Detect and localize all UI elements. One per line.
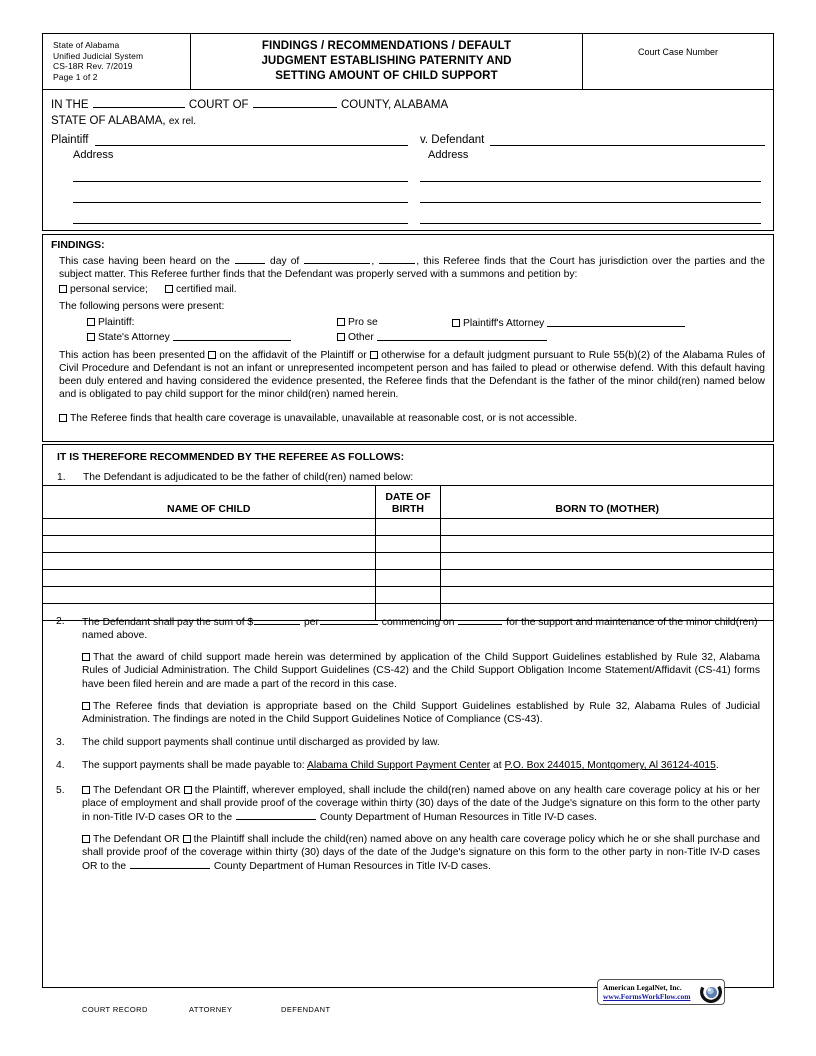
recommendation-item-4 [42,759,774,772]
county-dhr-blank-2[interactable] [130,859,210,869]
court-of-label: COURT OF [188,98,249,111]
defendant-or-label-2: The Defendant OR [93,833,180,845]
item-2-guidelines-option [82,651,760,691]
form-title-line3: SETTING AMOUNT OF CHILD SUPPORT [275,70,498,82]
support-amount-blank[interactable] [254,615,300,625]
ex-rel-label: ex rel. [168,115,197,127]
personal-service-label: personal service; [70,284,148,296]
persons-present-intro: The following persons were present: [59,300,225,312]
checkbox-defendant-purchased-coverage[interactable] [82,835,90,843]
state-ex-rel-line [51,115,765,127]
court-case-number-label: Court Case Number [637,47,719,57]
column-header-name-of-child: NAME OF CHILD [43,486,376,519]
label-defendant: DEFENDANT [281,1005,331,1014]
item-2-prefix: The Defendant shall pay the sum of $ [82,616,254,628]
defendant-address-label: Address [428,148,469,161]
checkbox-other-present[interactable] [337,333,345,341]
default-paragraph-tail: otherwise for a default judgment pursuant to Rule 55(b)(2) of the Alabama Rules of Civil Procedure and Defendant is not an infant or unrepresented incompetent person and has failed to plead or otherwise defend. With this default having been duly entered and having considered the evidence presented, the Referee finds that the Defendant is the father of the minor child(ren) named below and is obligated to pay child support for the minor child(ren) named herein. [59,349,765,401]
hearing-paragraph-tail: , this Referee finds that the Court has jurisdiction over the parties and the subject matter. This Referee further finds that the Defendant was properly served with a summons and petition by: [59,255,765,281]
employer-coverage-text: the Plaintiff, wherever employed, shall include the child(ren) named above on any health care coverage policy at his or her place of employment and shall provide proof of the coverage within thirty (30) days of the date of the Judge's signature on this form to the other party in non-Title IV-D cases OR to the [82,784,760,823]
cell-child-name[interactable] [43,553,376,570]
plaintiff-address-label: Address [73,148,114,161]
employer-coverage-tail: County Department of Human Resources in Title IV-D cases. [319,811,597,823]
default-judgment-paragraph [59,349,765,402]
table-row[interactable] [43,570,774,587]
commencement-date-blank[interactable] [458,615,502,625]
deviation-label: The Referee finds that deviation is appropriate based on the Child Support Guidelines established by Rule 32, Alabama Rules of Judicial Administration. The findings are noted in the Child Support Guidelines Notice of Compliance (CS-43). [82,700,760,725]
table-row[interactable] [43,536,774,553]
default-paragraph-prefix: This action has been presented [59,349,205,361]
item-5-employer-coverage-option [82,784,760,824]
dob-header-line2: BIRTH [391,502,425,515]
hearing-year-blank[interactable] [379,254,415,264]
plaintiff-address-line-3[interactable] [73,203,408,224]
defendant-column [408,132,765,224]
pro-se-label: Pro se [348,316,378,328]
plaintiff-address-line-2[interactable] [73,182,408,203]
county-dhr-blank-1[interactable] [236,810,316,820]
plaintiff-column [51,132,408,224]
column-header-born-to-mother: BORN TO (MOTHER) [441,486,774,519]
recommendation-item-3 [42,736,774,749]
cell-date-of-birth[interactable] [375,587,441,604]
per-label: per [304,616,319,628]
recommendations-heading: IT IS THEREFORE RECOMMENDED BY THE REFEREE AS FOLLOWS: [57,451,405,463]
label-court-record: COURT RECORD [82,1005,148,1014]
form-header [42,33,774,90]
findings-hearing-paragraph: This case having been heard on the day of , , this Referee finds that the Court has jurisdiction over the parties and the subject matter. This Referee further finds that the Defendant was properly served with a summons and petition by: [59,255,765,281]
item-3-text: The child support payments shall continue until discharged as provided by law. [82,737,440,749]
cell-mother[interactable] [441,536,774,553]
states-attorney-name-blank[interactable] [173,330,291,341]
cell-child-name[interactable] [43,570,376,587]
item-2-tail: for the support and maintenance of the minor child(ren) named above. [82,616,758,641]
on-affidavit-label: on the affidavit of the Plaintiff or [219,349,367,361]
support-period-blank[interactable] [320,615,378,625]
item-4-text [82,759,760,772]
stamp-website-url[interactable]: www.FormsWorkFlow.com [603,992,691,1001]
item-4-prefix: The support payments shall be made payable to: [82,760,305,772]
table-header-row [43,486,774,519]
cell-child-name[interactable] [43,587,376,604]
item-5-purchased-coverage-option [82,833,760,873]
court-county-line [51,97,765,111]
item-3-number: 3. [56,737,65,749]
item-5-number: 5. [56,784,65,796]
cell-date-of-birth[interactable] [375,536,441,553]
checkbox-plaintiffs-attorney-present[interactable] [452,319,460,327]
health-care-finding-row [59,412,765,425]
defendant-name-field[interactable] [490,132,765,146]
cell-date-of-birth[interactable] [375,570,441,587]
payment-center-name: Alabama Child Support Payment Center [306,760,491,772]
health-care-finding-label: The Referee finds that health care coverage is unavailable, unavailable at reasonable cost, or is not accessible. [70,412,578,424]
column-header-date-of-birth [375,486,441,519]
cell-mother[interactable] [441,587,774,604]
county-alabama-label: COUNTY, ALABAMA [340,98,449,111]
checkbox-personal-service[interactable] [59,285,67,293]
states-attorney-label: State's Attorney [98,331,170,343]
plaintiffs-attorney-name-blank[interactable] [547,316,685,327]
court-name-blank[interactable] [93,97,185,108]
in-the-label: IN THE [51,98,89,111]
item-4-period: . [715,760,719,772]
checkbox-plaintiff-present[interactable] [87,318,95,326]
hearing-month-blank[interactable] [304,254,370,264]
checkbox-plaintiff-purchased-coverage[interactable] [183,835,191,843]
recommendation-item-2 [42,615,774,726]
plaintiff-present-label: Plaintiff: [98,316,135,328]
form-title-line1: FINDINGS / RECOMMENDATIONS / DEFAULT [261,40,512,52]
present-other-row [337,330,452,344]
service-method-row [59,283,765,296]
american-legalnet-stamp [597,979,725,1005]
commencing-on-label: commencing on [381,616,455,628]
county-name-blank[interactable] [253,97,337,108]
cell-mother[interactable] [441,553,774,570]
checkbox-states-attorney-present[interactable] [87,333,95,341]
checkbox-pro-se[interactable] [337,318,345,326]
table-row[interactable] [43,553,774,570]
cell-mother[interactable] [441,570,774,587]
item-1-number: 1. [57,472,66,484]
other-present-label: Other [348,331,374,343]
defendant-address-line-3[interactable] [420,203,761,224]
form-number: CS-18R Rev. 7/2019 [53,61,133,72]
case-caption-block [42,90,774,231]
checkbox-defendant-employer-coverage[interactable] [82,786,90,794]
purchased-coverage-tail: County Department of Human Resources in Title IV-D cases. [213,861,491,873]
present-pro-se-row [337,316,452,330]
checkbox-on-affidavit[interactable] [208,351,216,359]
cell-mother[interactable] [441,519,774,536]
children-table [42,485,774,621]
plaintiffs-attorney-label: Plaintiff's Attorney [463,317,545,329]
state-of-alabama-label: STATE OF ALABAMA, [51,114,166,127]
checkbox-guidelines-applied[interactable] [82,653,90,661]
agency-name-line1: State of Alabama [53,40,120,50]
defendant-or-label-1: The Defendant OR [93,784,181,796]
defendant-address-line-1[interactable] [420,161,761,182]
item-4-at: at [493,760,502,772]
cell-date-of-birth[interactable] [375,519,441,536]
checkbox-health-care-unavailable[interactable] [59,414,67,422]
checkbox-plaintiff-employer-coverage[interactable] [184,786,192,794]
cell-child-name[interactable] [43,519,376,536]
checkbox-deviation-appropriate[interactable] [82,702,90,710]
item-2-number: 2. [56,616,65,627]
findings-heading: FINDINGS: [51,239,105,251]
table-body [43,519,774,621]
parties-grid [51,132,765,224]
recommendation-item-1 [43,471,773,484]
checkbox-certified-mail[interactable] [165,285,173,293]
agency-identification-block [43,34,191,89]
guidelines-applied-label: That the award of child support made herein was determined by application of the Child Support Guidelines established by Rule 32, Alabama Rules of Judicial Administration. The Child Support Guidelines (CS-42) and the Child Support Obligation Income Statement/Affidavit (CS-41) forms have been filed herein and are made a part of the record in this case. [82,652,760,690]
item-1-text: The Defendant is adjudicated to be the father of child(ren) named below: [83,472,414,484]
dob-header-line1: DATE OF [385,490,431,503]
purchased-coverage-text: the Plaintiff shall include the child(ren) named above on any health care coverage policy which he or she shall purchase and shall provide proof of the coverage within thirty (30) days of the date of the Judge's signature on this form to the other party in non-Title IV-D cases OR to the [82,833,760,873]
defendant-address-line-2[interactable] [420,182,761,203]
item-2-deviation-option [82,700,760,726]
table-row[interactable] [43,587,774,604]
item-4-number: 4. [56,760,65,772]
defendant-label: v. Defendant [420,133,485,146]
label-attorney: ATTORNEY [189,1005,233,1014]
page-number: Page 1 of 2 [53,71,98,82]
table-row[interactable] [43,519,774,536]
present-states-attorney-row [87,330,337,344]
form-title-block [191,34,583,89]
recommendation-items-2-to-5 [42,608,774,873]
hearing-day-blank[interactable] [235,254,265,264]
present-plaintiffs-attorney-row [452,316,765,330]
present-plaintiff-row [87,316,337,330]
cell-date-of-birth[interactable] [375,553,441,570]
findings-section [42,234,774,442]
legalnet-swirl-logo-icon [700,981,722,1003]
agency-name-line2: Unified Judicial System [53,50,144,61]
persons-present-grid [51,316,765,344]
item-2-text [82,615,760,642]
plaintiff-label: Plaintiff [51,133,89,146]
day-of-label: day of [270,255,300,267]
certified-mail-label: certified mail. [176,284,237,296]
cell-child-name[interactable] [43,536,376,553]
plaintiff-name-field[interactable] [95,132,408,146]
hearing-date-prefix: This case having been heard on the [59,255,230,267]
checkbox-otherwise-default[interactable] [370,351,378,359]
stamp-company-name: American LegalNet, Inc. [603,983,682,992]
payment-center-address: P.O. Box 244015, Montgomery, Al 36124-4015 [504,760,716,772]
form-title-line2: JUDGMENT ESTABLISHING PATERNITY AND [261,55,512,67]
court-case-number-field[interactable] [583,34,773,89]
recommendation-item-5 [42,784,774,874]
plaintiff-address-line-1[interactable] [73,161,408,182]
